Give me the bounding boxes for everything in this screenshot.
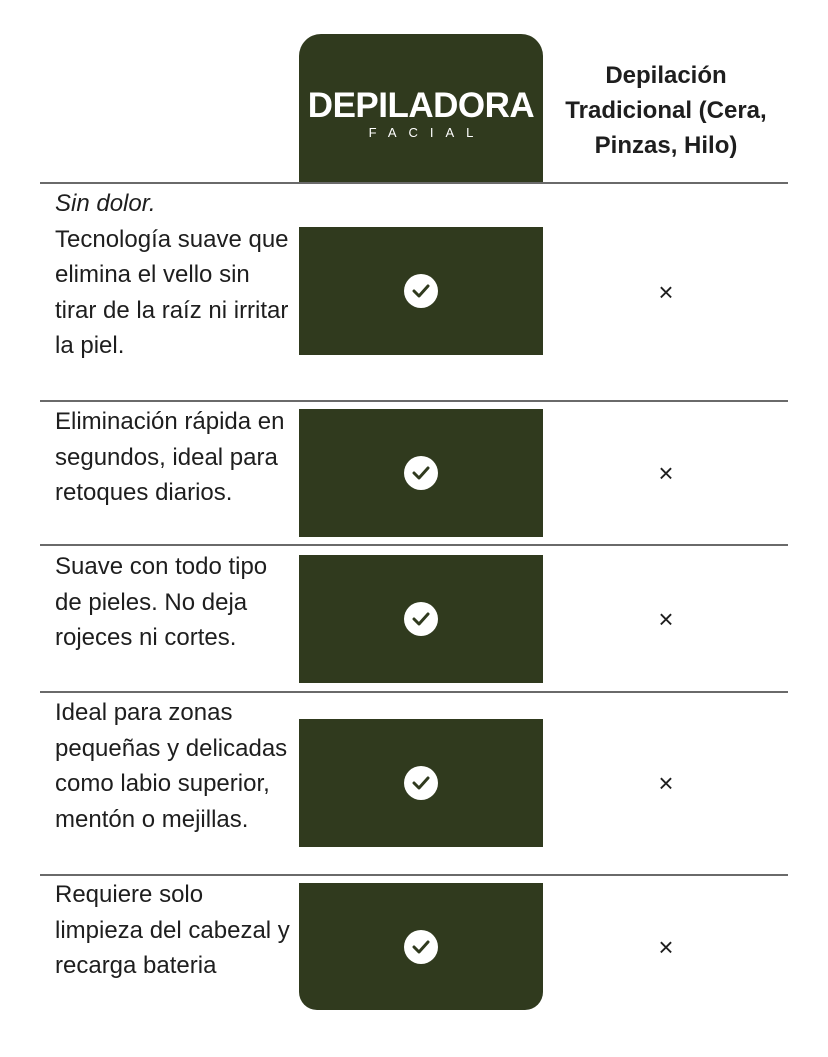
check-icon (404, 602, 438, 636)
product-cell (299, 719, 543, 847)
cross-icon: × (658, 768, 674, 798)
check-icon (404, 930, 438, 964)
cross-icon: × (658, 604, 674, 634)
check-icon (404, 274, 438, 308)
feature-text: Requiere solo limpieza del cabezal y recarga bateria (55, 881, 290, 979)
product-cell (299, 555, 543, 683)
cross-icon: × (658, 277, 674, 307)
competitor-header: Depilación Tradicional (Cera, Pinzas, Hilo) (565, 62, 767, 159)
feature-text: Eliminación rápida en segundos, ideal para retoques diarios. (55, 408, 285, 506)
divider (40, 691, 788, 693)
feature-text: Ideal para zonas pequeñas y delicadas como labio superior, mentón o mejillas. (55, 699, 288, 833)
cross-icon: × (658, 932, 674, 962)
product-cell (299, 409, 543, 537)
check-icon (404, 766, 438, 800)
cross-icon: × (658, 458, 674, 488)
feature-text: Suave con todo tipo de pieles. No deja rojeces ni cortes. (55, 553, 268, 651)
product-logo-sub: FACIAL (368, 124, 486, 140)
product-logo: DEPILADORA (307, 85, 535, 125)
divider (40, 400, 788, 402)
product-cell (299, 883, 543, 1010)
product-column-header (299, 34, 543, 183)
divider (40, 182, 788, 184)
product-cell (299, 227, 543, 355)
divider (40, 874, 788, 876)
feature-title: Sin dolor. (55, 190, 156, 217)
feature-desc: Tecnología suave que elimina el vello sin tirar de la raíz ni irritar la piel. (55, 225, 289, 359)
divider (40, 544, 788, 546)
check-icon (404, 456, 438, 490)
feature-text (55, 186, 290, 364)
